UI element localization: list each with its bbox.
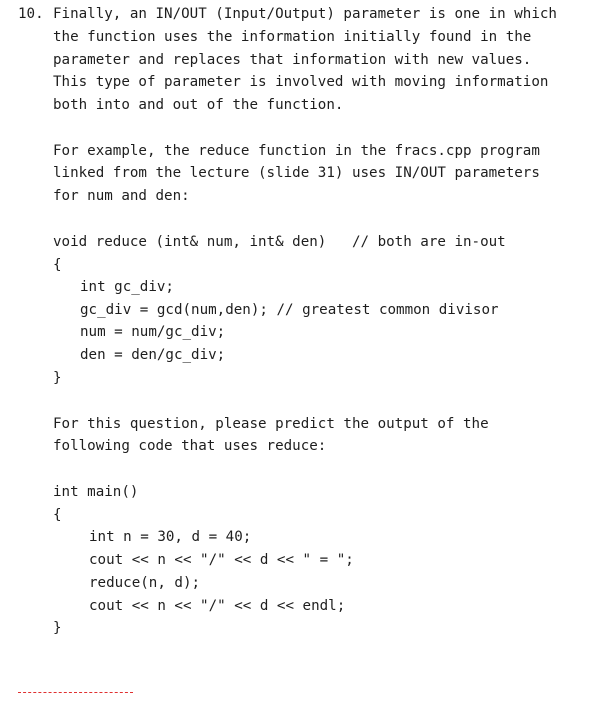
code-line: } [53, 620, 62, 636]
intro-line: the function uses the information initially found in the [53, 29, 532, 45]
intro-line: parameter and replaces that information with new values. [53, 52, 532, 68]
code-line: cout << n << "/" << d << " = "; [89, 552, 354, 568]
code-line: int main() [53, 484, 139, 500]
example-line: For example, the reduce function in the fracs.cpp program [53, 143, 540, 159]
code-line: { [53, 257, 62, 273]
code-line: int n = 30, d = 40; [89, 529, 252, 545]
code-line: cout << n << "/" << d << endl; [89, 598, 346, 614]
code-line: gc_div = gcd(num,den); // greatest common divisor [80, 302, 499, 318]
code-line: reduce(n, d); [89, 575, 201, 591]
prompt-line: following code that uses reduce: [53, 438, 327, 454]
question-number: 10. [18, 6, 44, 22]
example-line: for num and den: [53, 188, 190, 204]
code-line: } [53, 370, 62, 386]
prompt-line: For this question, please predict the output of the [53, 416, 489, 432]
code-line: int gc_div; [80, 279, 174, 295]
code-line: den = den/gc_div; [80, 347, 226, 363]
code-line: num = num/gc_div; [80, 324, 226, 340]
intro-line: Finally, an IN/OUT (Input/Output) parameter is one in which [53, 6, 557, 22]
code-line: { [53, 507, 62, 523]
answer-line[interactable] [18, 692, 133, 693]
intro-line: both into and out of the function. [53, 97, 344, 113]
intro-line: This type of parameter is involved with moving information [53, 74, 549, 90]
example-line: linked from the lecture (slide 31) uses IN/OUT parameters [53, 165, 540, 181]
code-line: void reduce (int& num, int& den) // both are in-out [53, 234, 506, 250]
